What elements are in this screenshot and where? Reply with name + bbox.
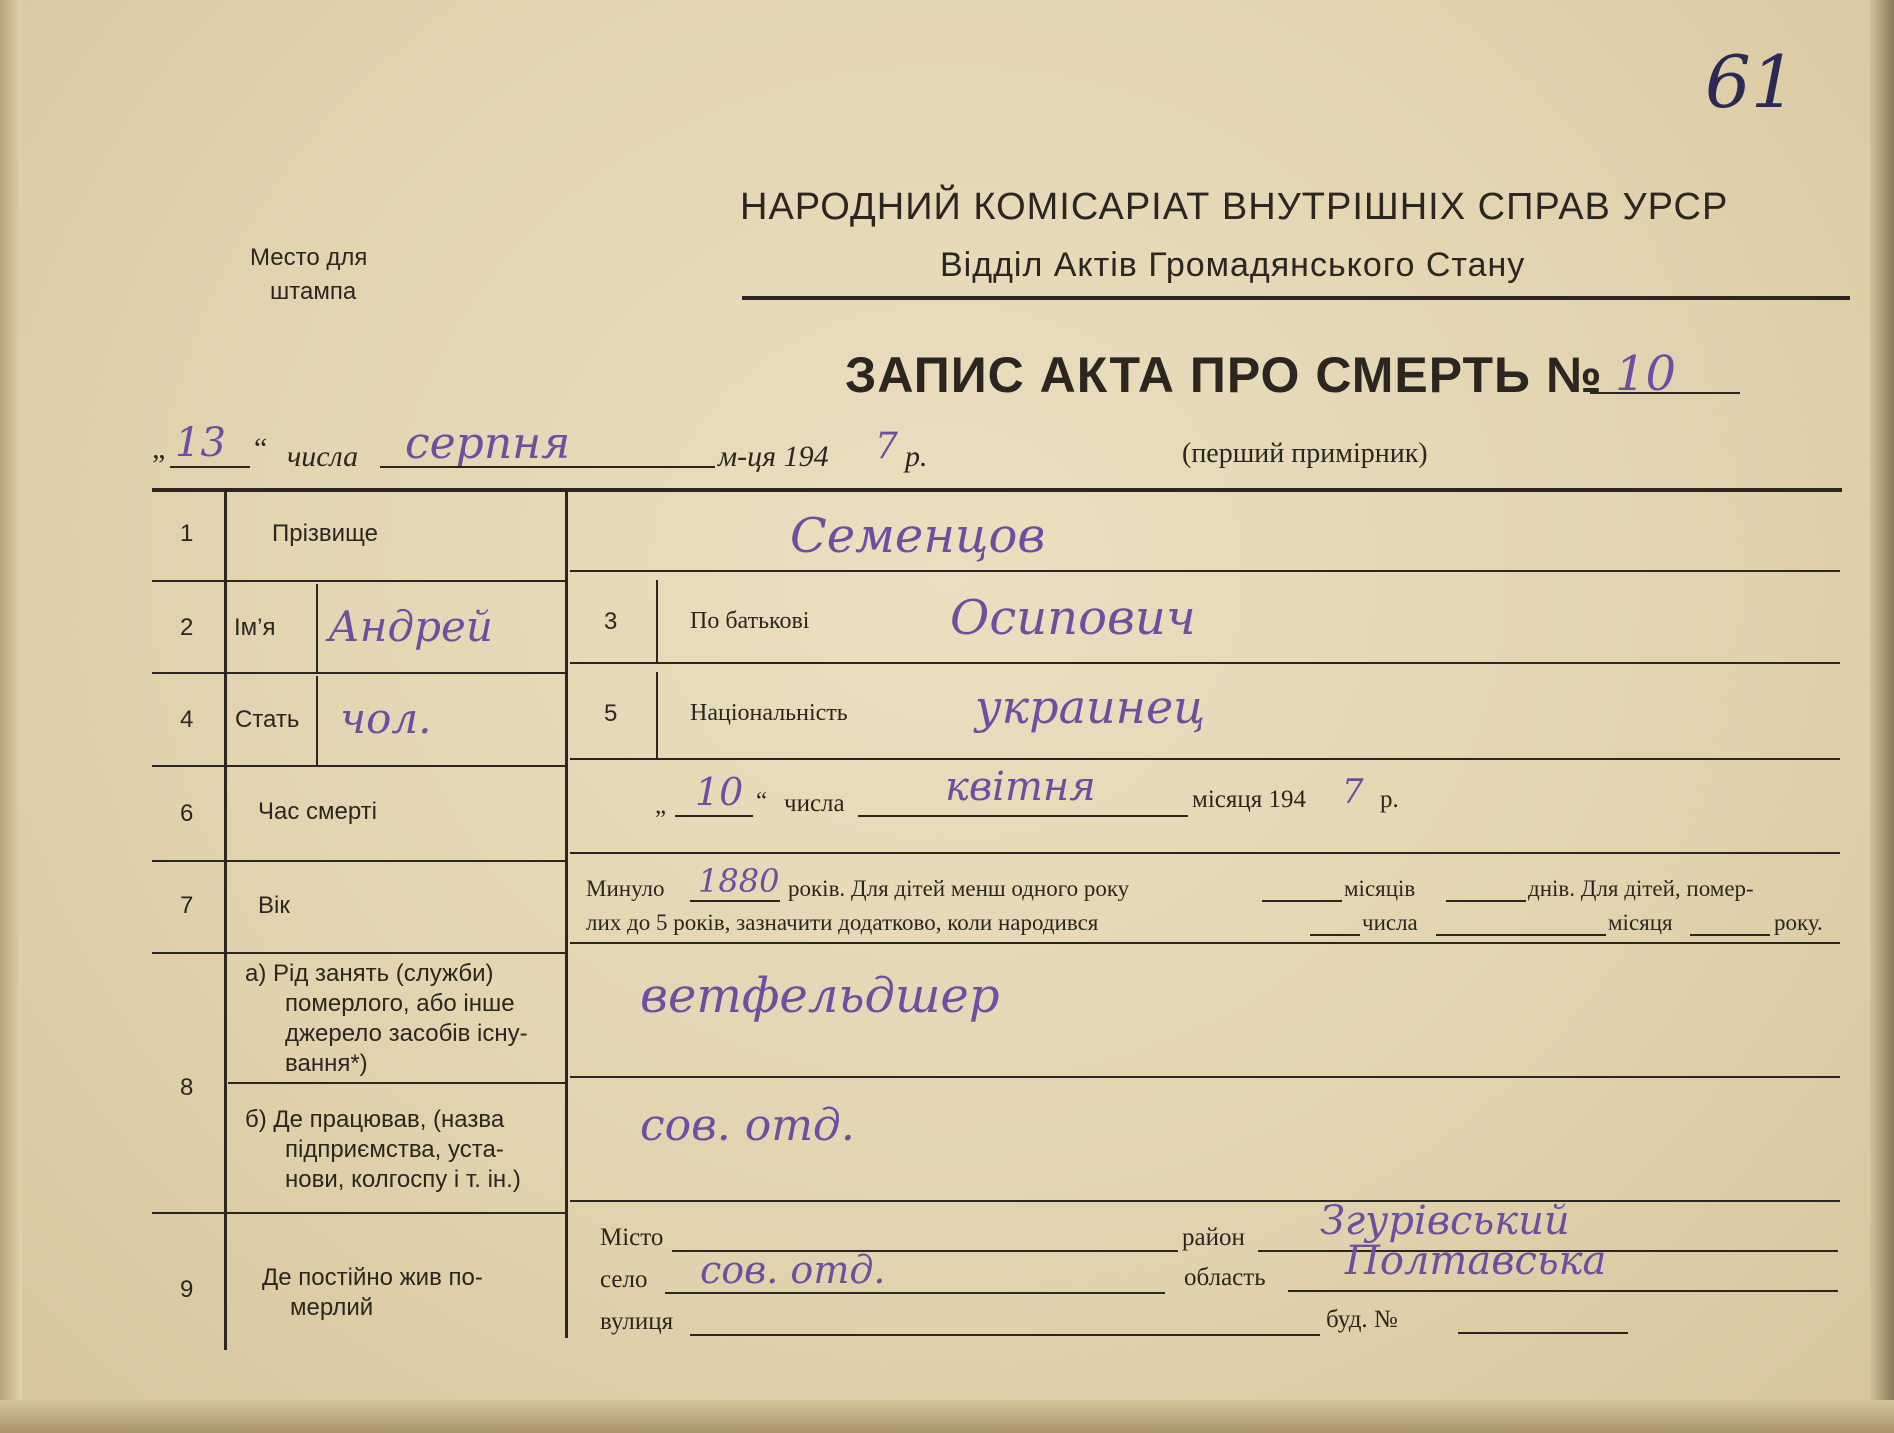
date-month-label: м-ця 194 [718,440,829,473]
row-rule-7-right [570,942,1840,944]
row-rule-6-right [570,852,1840,854]
death-day: 10 [695,770,744,814]
row-rule-8-left [152,1212,565,1214]
patronymic-label: По батькові [690,608,810,634]
row8-number: 8 [180,1074,194,1101]
nationality-value: украинец [975,680,1206,734]
age-months-line [1262,900,1342,902]
district-value: Згурівський [1320,1198,1570,1244]
age-years-line [690,900,780,902]
row2-number: 2 [180,614,194,641]
date-month-line [380,466,715,468]
row9-number: 9 [180,1276,194,1303]
village-line [665,1292,1165,1294]
region-line [1288,1290,1838,1292]
name-inner-divider [316,584,318,672]
record-number-line [1590,392,1740,394]
date-day-label: числа [287,440,359,473]
occupation-label-line2: померлого, або інше [285,990,515,1017]
row1-number: 1 [180,520,194,547]
copy-note: (перший примірник) [1182,438,1428,469]
row-rule-8a-right [570,1076,1840,1078]
row-rule-7-left [152,952,565,954]
age-days-label: днів. Для дітей, помер- [1528,876,1754,901]
age-years: 1880 [698,862,780,900]
col-num-divider [224,492,227,1350]
date-quote-close: “ [254,432,268,465]
city-label: Місто [600,1224,664,1251]
paper-edge-left [0,0,22,1433]
death-time-label: Час смерті [258,798,378,825]
col-label-divider [565,492,568,1338]
header-department: Відділ Актів Громадянського Стану [940,246,1526,284]
nationality-inner-divider [656,672,658,758]
stamp-place-line2: штампа [270,278,357,305]
sex-value: чол. [340,694,432,743]
row-rule-2-left [152,672,565,674]
sex-label: Стать [235,706,300,733]
street-line [690,1334,1320,1336]
region-value: Полтавська [1345,1238,1607,1284]
age-months-label: місяців [1344,876,1416,901]
paper-edge-right [1870,0,1894,1433]
row-rule-1-right [570,570,1840,572]
residence-label-line2: мерлий [290,1294,374,1321]
paper-edge-bottom [0,1400,1894,1433]
age-born-year-label: року. [1774,910,1823,935]
date-year-suffix: р. [905,440,928,473]
row-rule-8-right [570,1200,1840,1202]
workplace-label-line1: б) Де працював, (назва [245,1106,505,1133]
occupation-label-line1: а) Рід занять (служби) [245,960,494,987]
date-year-digit: 7 [875,426,898,467]
district-label: район [1182,1224,1245,1251]
workplace-label-line3: нови, колгоспу і т. ін.) [285,1166,521,1193]
age-prefix: Минуло [586,876,665,901]
workplace-value: сов. отд. [640,1100,855,1151]
death-month: квітня [945,764,1096,810]
age-born-day-line [1310,934,1360,936]
row5-number: 5 [604,700,618,727]
row-rule-8a-left [228,1082,565,1084]
age-text2: лих до 5 років, зазначити додатково, коли народився [586,910,1099,935]
age-text1: років. Для дітей менш одного року [788,876,1130,901]
occupation-label-line3: джерело засобів існу- [285,1020,528,1047]
nationality-label: Національність [690,700,848,726]
date-quote-open: „ [152,432,166,465]
date-day-line [170,466,250,468]
row-rule-2-right [570,662,1840,664]
age-days-line [1446,900,1526,902]
death-year-digit: 7 [1342,772,1364,812]
row3-number: 3 [604,608,618,635]
death-year-suffix: р. [1380,786,1399,813]
row7-number: 7 [180,892,194,919]
death-day-line [675,815,753,817]
residence-label-line1: Де постійно жив по- [262,1264,483,1291]
patronymic-value: Осипович [950,590,1196,646]
workplace-label-line2: підприємства, уста- [285,1136,504,1163]
record-number: 10 [1615,346,1677,402]
surname-label: Прізвище [272,520,378,547]
street-label: вулиця [600,1308,674,1335]
row-rule-6-left [152,860,565,862]
stamp-place-line1: Место для [250,244,368,271]
village-value: сов. отд. [700,1248,886,1292]
death-quote-close: “ [756,788,768,815]
header-underline [742,296,1850,300]
death-day-label: числа [784,790,845,817]
death-quote-open: „ [655,792,667,819]
date-month: серпня [405,418,571,469]
date-day: 13 [175,420,226,466]
region-label: область [1184,1264,1266,1291]
surname-value: Семенцов [790,508,1046,564]
row-rule-4-left [152,765,565,767]
record-title: ЗАПИС АКТА ПРО СМЕРТЬ № [845,347,1603,403]
age-born-day-label: числа [1362,910,1418,935]
village-label: село [600,1266,648,1293]
name-label: Ім’я [234,614,276,641]
death-month-line [858,815,1188,817]
page-number: 61 [1705,40,1797,124]
sex-inner-divider [316,676,318,765]
patronymic-inner-divider [656,580,658,662]
age-born-month-line [1436,934,1606,936]
death-month-label: місяця 194 [1192,786,1306,813]
age-born-month-label: місяця [1608,910,1673,935]
row4-number: 4 [180,706,194,733]
row-rule-1-left [152,580,565,582]
house-line [1458,1332,1628,1334]
header-ministry: НАРОДНИЙ КОМІСАРІАТ ВНУТРІШНІХ СПРАВ УРСР [740,186,1729,228]
table-top-rule [152,488,1842,492]
age-label: Вік [258,892,290,919]
row-rule-4-right [570,758,1840,760]
age-born-year-line [1690,934,1770,936]
name-value: Андрей [328,602,493,651]
house-label: буд. № [1326,1306,1398,1333]
occupation-label-line4: вання*) [285,1050,368,1077]
occupation-value: ветфельдшер [640,968,1000,1024]
row6-number: 6 [180,800,194,827]
